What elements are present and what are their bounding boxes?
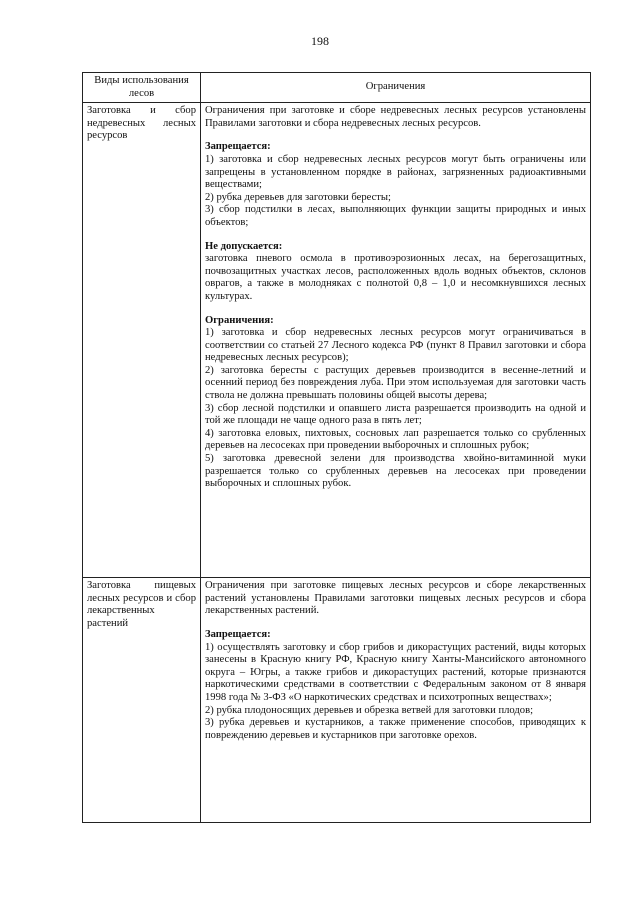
list-item: 3) сбор лесной подстилки и опавшего листа разрешается производить на одной и той же площади не чаще одного раза в пять лет; xyxy=(205,402,586,427)
restrictions-table xyxy=(82,72,591,823)
table-row xyxy=(83,578,591,823)
list-item: заготовка пневого осмола в противоэрозионных лесах, на берегозащитных, почвозащитных участках лесов, расположенных вдоль водных объектов, склонов оврагов, а также в молодняках с полнотой 0,8 – 1,0 и несомкнувшихся лесных культурах. xyxy=(205,253,586,302)
list-item: 1) заготовка и сбор недревесных лесных ресурсов могут быть ограничены или запрещены в установленном порядке в районах, загрязненных радиоактивными веществами; xyxy=(205,153,586,191)
page-number: 198 xyxy=(311,34,329,48)
list-item: 2) рубка плодоносящих деревьев и обрезка ветвей для заготовки плодов; xyxy=(205,704,534,716)
section-heading: Не допускается: xyxy=(205,240,283,252)
intro-paragraph: Ограничения при заготовке пищевых лесных ресурсов и сборе лекарственных растений установлены Правилами заготовки пищевых лесных ресурсов и сбора лекарственных растений. xyxy=(205,580,586,617)
list-item: 1) осуществлять заготовку и сбор грибов и дикорастущих растений, виды которых занесены в Красную книгу РФ, Красную книгу Ханты-Мансийского автономного округа – Югры, а также грибов и дикорастущих растений, которые признаются наркотическими средствами в соответствии с Федеральным законом от 8 января 1998 года № 3-ФЗ «О наркотических средствах и психотропных веществах»; xyxy=(205,641,586,703)
list-item: 2) заготовка бересты с растущих деревьев производится в весенне-летний и осенний период без повреждения луба. При этом используемая для заготовки часть ствола не должна превышать половины общей высоты дерева; xyxy=(205,364,586,402)
section-heading: Запрещается: xyxy=(205,628,271,640)
intro-paragraph: Ограничения при заготовке и сборе недревесных лесных ресурсов установлены Правилами заготовки и сбора недревесных лесных ресурсов. xyxy=(205,105,586,129)
restrictions-cell xyxy=(201,103,591,578)
header-restrictions: Ограничения xyxy=(201,73,591,103)
forest-use-cell: Заготовка и сбор недревесных лесных ресурсов xyxy=(83,103,201,578)
list-item: 5) заготовка древесной зелени для производства хвойно-витаминной муки разрешается только со срубленных деревьев на лесосеках при проведении выборочных и сплошных рубок. xyxy=(205,453,586,490)
list-item: 1) заготовка и сбор недревесных лесных ресурсов могут ограничиваться в соответствии со статьей 27 Лесного кодекса РФ (пункт 8 Правил заготовки и сбора недревесных лесных ресурсов); xyxy=(205,327,586,364)
restrictions-cell xyxy=(201,578,591,823)
table-row xyxy=(83,103,591,578)
table-header-row xyxy=(83,73,591,103)
list-item: 4) заготовка еловых, пихтовых, сосновых лап разрешается только со срубленных деревьев на лесосеках при проведении выборочных и сплошных рубок; xyxy=(205,427,586,452)
header-forest-use: Виды использования лесов xyxy=(83,73,201,103)
section-heading: Запрещается: xyxy=(205,141,271,153)
list-item: 3) сбор подстилки в лесах, выполняющих функции защиты природных и иных объектов; xyxy=(205,204,586,228)
forest-use-cell: Заготовка пищевых лесных ресурсов и сбор лекарственных растений xyxy=(83,578,201,823)
list-item: 3) рубка деревьев и кустарников, а также применение способов, приводящих к повреждению деревьев и кустарников при заготовке орехов. xyxy=(205,717,586,741)
list-item: 2) рубка деревьев для заготовки бересты; xyxy=(205,191,391,203)
section-heading: Ограничения: xyxy=(205,314,274,326)
